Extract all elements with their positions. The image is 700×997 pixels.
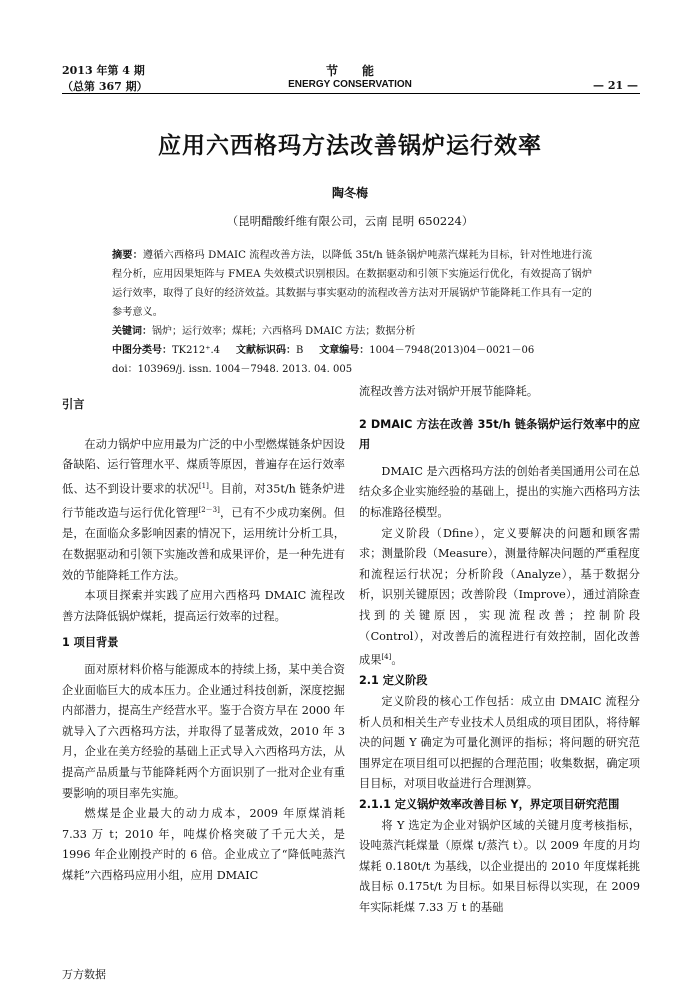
clc-value: TK212⁺.4 — [172, 345, 221, 356]
right-column — [359, 382, 640, 919]
section-2-1-1-heading: 2.1.1 定义锅炉效率改善目标 Y，界定项目研究范围 — [359, 798, 620, 812]
abstract-label: 摘要： — [112, 250, 143, 261]
intro-heading: 引言 — [62, 398, 85, 411]
section-2-p2-end: 。 — [391, 653, 403, 667]
intro-p1-text-c: ，已有不少成功案例。但是，在面临众多影响因素的情况下，运用统计分析工具，在数据驱动和引领下实施改善和成果评价，是一种先进有效的节能降耗工作方法。 — [62, 506, 345, 582]
author-name: 陶冬梅 — [331, 186, 368, 200]
section-2-1-heading: 2.1 定义阶段 — [359, 674, 428, 688]
section-1-heading: 1 项目背景 — [62, 636, 119, 650]
classification-line — [112, 341, 592, 356]
citation: [4] — [381, 653, 392, 662]
page-number: — 21 — — [593, 79, 638, 92]
source-watermark: 万方数据 — [62, 968, 106, 981]
doccode-value: B — [295, 345, 304, 356]
article-title: 应用六西格玛方法改善锅炉运行效率 — [158, 132, 542, 159]
intro-p1-text-b: 。目前，对35t/h 链条炉进行节能改造与运行优化管理 — [62, 482, 345, 520]
section-2-p2-text: 定义阶段（Dfine），定义要解决的问题和顾客需求；测量阶段（Measure），测量待解决问题的严重程度和流程运行状况；分析阶段（Analyze），基于数据分析，识别关键原因；改善阶段（Improve），通过消除查找到的关键原因，实现流程改善；控制阶段（Control），对改善后的流程进行有效控制，固化改善成果 — [359, 526, 640, 667]
keywords-label: 关键词： — [112, 326, 152, 337]
header-rule — [62, 93, 640, 94]
intro-paragraph-2: 本项目探索并实践了应用六西格玛 DMAIC 流程改善方法降低锅炉煤耗，提高运行效率的过程。 — [62, 589, 345, 623]
section-2-1-1-paragraph: 将 Y 选定为企业对锅炉区域的关键月度考核指标，设吨蒸汽耗煤量（原煤 t/蒸汽 t）。以 2009 年度的月均煤耗 0.180t/t 为基线，以企业提出的 2010 年度煤耗挑战目标 0.175t/t 为目标。如果目标得以实现，在 2009 年实际耗煤 7.33 万 t 的基础 — [359, 818, 640, 914]
intro-paragraph-1 — [62, 435, 345, 587]
issue-number: 2013 年第 4 期 — [62, 64, 145, 77]
citation: [2－3] — [198, 506, 220, 515]
author-affiliation: （昆明醋酸纤维有限公司，云南 昆明 650224） — [226, 214, 474, 228]
journal-name-en: ENERGY CONSERVATION — [288, 79, 412, 90]
keywords-text: 锅炉；运行效率；煤耗；六西格玛 DMAIC 方法；数据分析 — [152, 326, 416, 337]
section-2-1-paragraph: 定义阶段的核心工作包括：成立由 DMAIC 流程分析人员和相关生产专业技术人员组成的项目团队，将待解决的问题 Y 确定为可量化测评的指标；将问题的研究范围界定在项目组可以把握的合理范围；收集数据，确定项目目标，对项目收益进行合理测算。 — [359, 695, 640, 791]
section-2-heading: 2 DMAIC 方法在改善 35t/h 链条锅炉运行效率中的应用 — [359, 417, 640, 452]
journal-name-cn: 节 能 — [325, 64, 374, 78]
section-1-paragraph-1: 面对原材料价格与能源成本的持续上扬，某中美合资企业面临巨大的成本压力。企业通过科技创新，深度挖掘内部潜力，提高生产经营水平。鉴于合资方早在 2000 年就导入了六西格玛方法，并取得了显著成效，2010 年 3 月，企业在美方经验的基础上正式导入六西格玛方法，从提高产品质量与节能降耗两个方面识别了一批对企业有重要影响的项目率先实施。 — [62, 663, 345, 800]
section-2-paragraph-2 — [359, 524, 640, 672]
intro-p1-text: 在动力锅炉中应用最为广泛的中小型燃煤链条炉因设备缺陷、运行管理水平、煤质等原因，普遍存在运行效率低、达不到设计要求的状况 — [62, 437, 345, 496]
abstract — [112, 246, 592, 322]
citation: [1] — [198, 481, 209, 490]
clc-label: 中图分类号： — [112, 345, 172, 356]
doi: doi：103969/j. issn. 1004－7948. 2013. 04. 005 — [112, 364, 353, 375]
keywords — [112, 322, 592, 337]
abstract-text: 遵循六西格玛 DMAIC 流程改善方法，以降低 35t/h 链条锅炉吨蒸汽煤耗为目标，针对性地进行流程分析，应用因果矩阵与 FMEA 失效模式识别根因。在数据驱动和引领下实施运行优化，有效提高了锅炉运行效率，取得了良好的经济效益。其数据与事实驱动的流程改善方法对开展锅炉节能降耗工作具有一定的参考意义。 — [112, 250, 593, 318]
articleno-value: 1004－7948(2013)04－0021－06 — [369, 345, 535, 356]
continued-paragraph: 流程改善方法对锅炉开展节能降耗。 — [359, 385, 539, 398]
total-issue-number: （总第 367 期） — [62, 80, 148, 93]
articleno-label: 文章编号： — [319, 345, 370, 356]
section-2-paragraph-1: DMAIC 是六西格玛方法的创始者美国通用公司在总结众多企业实施经验的基础上，提出的实施六西格玛方法的标准路径模型。 — [359, 464, 640, 519]
doccode-label: 文献标识码： — [235, 345, 296, 356]
left-column — [62, 395, 345, 887]
section-1-paragraph-2: 燃煤是企业最大的动力成本，2009 年原煤消耗 7.33 万 t；2010 年，吨煤价格突破了千元大关，是 1996 年企业刚投产时的 6 倍。企业成立了“降低吨蒸汽煤耗”六西格玛应用小组，应用 DMAIC — [62, 807, 345, 882]
